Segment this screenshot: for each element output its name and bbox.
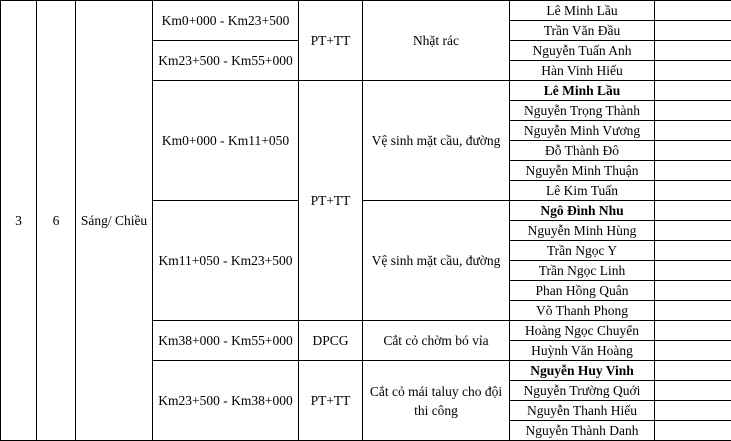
person-name-cell: Võ Thanh Phong xyxy=(510,301,655,321)
method-cell: PT+TT xyxy=(299,361,363,441)
person-name-cell: Nguyễn Tuấn Anh xyxy=(510,41,655,61)
blank-cell xyxy=(655,141,731,161)
count-cell: 6 xyxy=(37,1,76,441)
km-range-cell: Km23+500 - Km55+000 xyxy=(153,41,299,81)
person-name-cell: Trần Ngọc Linh xyxy=(510,261,655,281)
person-name-cell: Lê Minh Lầu xyxy=(510,1,655,21)
shift-cell: Sáng/ Chiều xyxy=(76,1,153,441)
blank-cell xyxy=(655,401,731,421)
km-range-cell: Km38+000 - Km55+000 xyxy=(153,321,299,361)
km-range-cell: Km11+050 - Km23+500 xyxy=(153,201,299,321)
person-name-cell: Nguyễn Minh Vương xyxy=(510,121,655,141)
blank-cell xyxy=(655,301,731,321)
method-cell: PT+TT xyxy=(299,1,363,81)
blank-cell xyxy=(655,101,731,121)
person-name-cell: Lê Kim Tuấn xyxy=(510,181,655,201)
blank-cell xyxy=(655,361,731,381)
person-name-cell: Nguyễn Thành Danh xyxy=(510,421,655,441)
person-name-cell: Đỗ Thành Đô xyxy=(510,141,655,161)
person-name-cell: Nguyễn Thanh Hiếu xyxy=(510,401,655,421)
blank-cell xyxy=(655,221,731,241)
method-cell: DPCG xyxy=(299,321,363,361)
person-name-cell: Nguyễn Minh Hùng xyxy=(510,221,655,241)
blank-cell xyxy=(655,61,731,81)
person-name-cell: Nguyễn Huy Vinh xyxy=(510,361,655,381)
km-range-cell: Km23+500 - Km38+000 xyxy=(153,361,299,441)
person-name-cell: Nguyễn Trường Quới xyxy=(510,381,655,401)
blank-cell xyxy=(655,241,731,261)
person-name-cell: Huỳnh Văn Hoàng xyxy=(510,341,655,361)
blank-cell xyxy=(655,321,731,341)
blank-cell xyxy=(655,181,731,201)
blank-cell xyxy=(655,161,731,181)
blank-cell xyxy=(655,381,731,401)
person-name-cell: Ngô Đình Nhu xyxy=(510,201,655,221)
person-name-cell: Trần Văn Đầu xyxy=(510,21,655,41)
blank-cell xyxy=(655,261,731,281)
blank-cell xyxy=(655,41,731,61)
task-cell: Nhặt rác xyxy=(363,1,510,81)
task-cell: Vệ sinh mặt cầu, đường xyxy=(363,81,510,201)
blank-cell xyxy=(655,421,731,441)
blank-cell xyxy=(655,201,731,221)
blank-cell xyxy=(655,341,731,361)
person-name-cell: Lê Minh Lầu xyxy=(510,81,655,101)
person-name-cell: Hoàng Ngọc Chuyển xyxy=(510,321,655,341)
blank-cell xyxy=(655,21,731,41)
blank-cell xyxy=(655,81,731,101)
person-name-cell: Nguyễn Minh Thuận xyxy=(510,161,655,181)
task-cell: Cắt cỏ mái taluy cho đội thi công xyxy=(363,361,510,441)
person-name-cell: Trần Ngọc Y xyxy=(510,241,655,261)
task-cell: Cắt cỏ chờm bó vỉa xyxy=(363,321,510,361)
person-name-cell: Nguyễn Trọng Thành xyxy=(510,101,655,121)
blank-cell xyxy=(655,281,731,301)
task-cell: Vệ sinh mặt cầu, đường xyxy=(363,201,510,321)
person-name-cell: Hàn Vinh Hiếu xyxy=(510,61,655,81)
table-row xyxy=(1,1,731,21)
person-name-cell: Phan Hồng Quân xyxy=(510,281,655,301)
blank-cell xyxy=(655,121,731,141)
blank-cell xyxy=(655,1,731,21)
method-cell: PT+TT xyxy=(299,81,363,321)
km-range-cell: Km0+000 - Km11+050 xyxy=(153,81,299,201)
km-range-cell: Km0+000 - Km23+500 xyxy=(153,1,299,41)
stt-cell: 3 xyxy=(1,1,37,441)
